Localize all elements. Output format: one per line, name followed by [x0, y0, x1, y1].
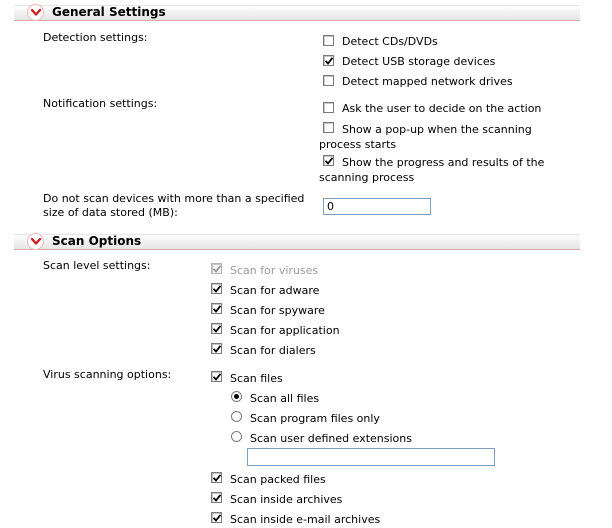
collapse-general-chevron-icon[interactable] — [27, 4, 44, 21]
scan-files-label[interactable]: Scan files — [230, 372, 283, 385]
checkmark-icon — [213, 373, 221, 381]
notify-popup-checkbox[interactable] — [323, 122, 334, 133]
checkmark-icon — [213, 514, 221, 522]
scan-program-files-label[interactable]: Scan program files only — [250, 412, 380, 425]
checkmark-icon — [325, 57, 333, 65]
scan-options-header[interactable] — [0, 231, 580, 251]
scan-packed-files-checkbox[interactable] — [211, 472, 222, 483]
scan-all-files-label[interactable]: Scan all files — [250, 392, 320, 405]
notify-ask-user-label[interactable]: Ask the user to decide on the action — [342, 102, 542, 115]
size-limit-label-line2: size of data stored (MB): — [43, 206, 178, 219]
scan-application-checkbox[interactable] — [211, 323, 222, 334]
scan-level-settings-label: Scan level settings: — [43, 259, 151, 272]
scan-spyware-checkbox[interactable] — [211, 303, 222, 314]
notification-settings-label: Notification settings: — [43, 97, 158, 110]
scan-email-archives-label[interactable]: Scan inside e-mail archives — [230, 513, 381, 526]
scan-files-checkbox[interactable] — [211, 371, 222, 382]
scan-spyware-label[interactable]: Scan for spyware — [230, 304, 325, 317]
scan-viruses-checkbox — [211, 263, 222, 274]
detect-network-drives-checkbox[interactable] — [323, 75, 334, 86]
general-settings-header[interactable] — [0, 2, 580, 22]
detect-network-drives-label[interactable]: Detect mapped network drives — [342, 75, 513, 88]
general-settings-title: General Settings — [52, 5, 166, 19]
size-limit-input[interactable]: 0 — [323, 198, 431, 215]
scan-inside-archives-label[interactable]: Scan inside archives — [230, 493, 343, 506]
scan-dialers-checkbox[interactable] — [211, 343, 222, 354]
notify-progress-label-line1[interactable]: Show the progress and results of the — [342, 156, 545, 169]
checkmark-icon — [213, 285, 221, 293]
scan-user-extensions-radio[interactable] — [231, 431, 242, 442]
detect-usb-checkbox[interactable] — [323, 55, 334, 66]
scan-packed-files-label[interactable]: Scan packed files — [230, 473, 326, 486]
detect-usb-label[interactable]: Detect USB storage devices — [342, 55, 496, 68]
scan-program-files-radio[interactable] — [231, 411, 242, 422]
scan-email-archives-checkbox[interactable] — [211, 512, 222, 523]
user-extensions-input[interactable] — [247, 448, 495, 466]
checkmark-icon — [213, 474, 221, 482]
notify-progress-label-line2[interactable]: scanning process — [319, 171, 415, 184]
checkmark-icon — [213, 345, 221, 353]
detect-cd-dvd-checkbox[interactable] — [323, 35, 334, 46]
scan-adware-label[interactable]: Scan for adware — [230, 284, 320, 297]
checkmark-icon — [213, 305, 221, 313]
size-limit-label-line1: Do not scan devices with more than a specified — [43, 192, 305, 205]
notify-popup-label-line1[interactable]: Show a pop-up when the scanning — [342, 123, 532, 136]
virus-scanning-options-label: Virus scanning options: — [43, 368, 172, 381]
scan-inside-archives-checkbox[interactable] — [211, 492, 222, 503]
detect-cd-dvd-label[interactable]: Detect CDs/DVDs — [342, 35, 438, 48]
collapse-scan-options-chevron-icon[interactable] — [27, 233, 44, 250]
scan-dialers-label[interactable]: Scan for dialers — [230, 344, 316, 357]
checkmark-icon — [325, 157, 333, 165]
checkmark-icon — [213, 265, 221, 273]
notify-ask-user-checkbox[interactable] — [323, 102, 334, 113]
radio-selected-dot — [234, 394, 239, 399]
scan-all-files-radio[interactable] — [231, 391, 242, 402]
scan-options-title: Scan Options — [52, 234, 142, 248]
scan-adware-checkbox[interactable] — [211, 283, 222, 294]
scan-viruses-label: Scan for viruses — [230, 264, 319, 277]
checkmark-icon — [213, 494, 221, 502]
notify-progress-checkbox[interactable] — [323, 155, 334, 166]
detection-settings-label: Detection settings: — [43, 31, 148, 44]
scan-user-extensions-label[interactable]: Scan user defined extensions — [250, 432, 412, 445]
checkmark-icon — [213, 325, 221, 333]
scan-application-label[interactable]: Scan for application — [230, 324, 340, 337]
notify-popup-label-line2[interactable]: process starts — [319, 138, 397, 151]
